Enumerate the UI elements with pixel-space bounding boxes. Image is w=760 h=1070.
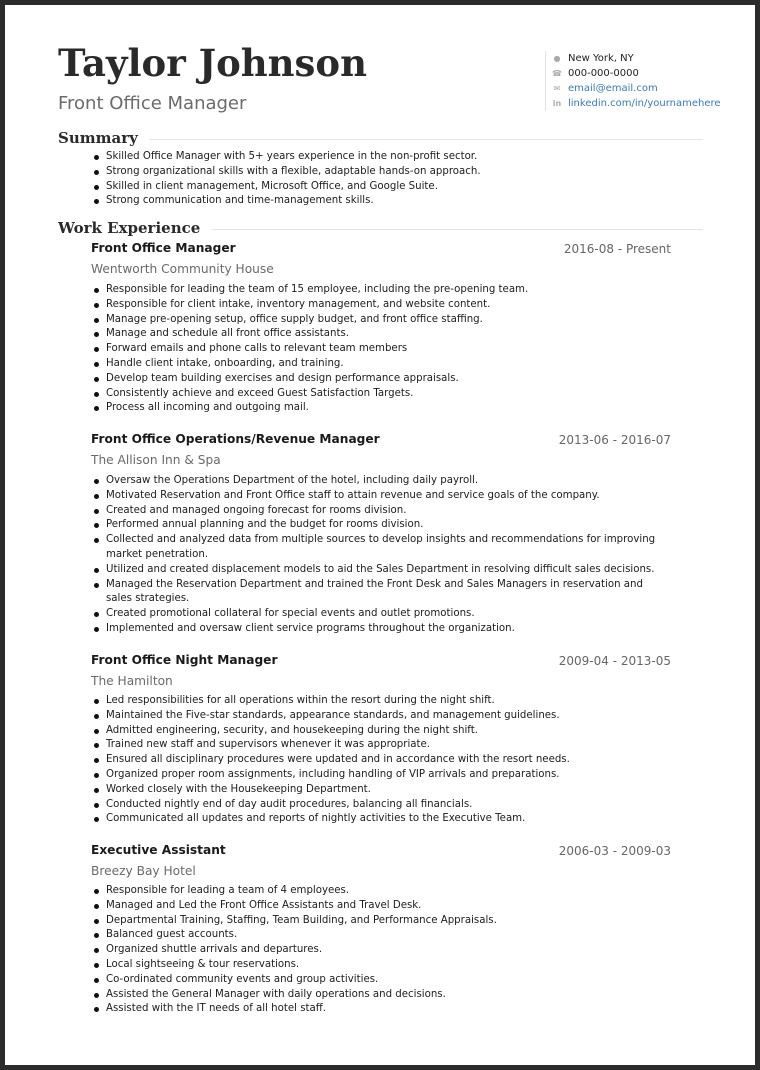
section-divider bbox=[212, 229, 703, 230]
list-item: Responsible for client intake, inventory management, and website content. bbox=[91, 298, 671, 313]
list-item: Motivated Reservation and Front Office staff to attain revenue and service goals of the company. bbox=[91, 489, 671, 504]
job-dates: 2009-04 - 2013-05 bbox=[558, 654, 671, 668]
list-item: Skilled in client management, Microsoft Office, and Google Suite. bbox=[91, 180, 671, 195]
list-item: Collected and analyzed data from multiple sources to develop insights and recommendations for improving market penetration. bbox=[91, 533, 671, 563]
list-item: Departmental Training, Staffing, Team Building, and Performance Appraisals. bbox=[91, 914, 671, 929]
linkedin-link[interactable]: linkedin.com/in/yournamehere bbox=[568, 98, 721, 109]
phone-icon: ☎ bbox=[552, 69, 562, 78]
job-company: The Allison Inn & Spa bbox=[91, 453, 221, 467]
list-item: Balanced guest accounts. bbox=[91, 928, 671, 943]
candidate-title: Front Office Manager bbox=[58, 93, 247, 114]
list-item: Worked closely with the Housekeeping Department. bbox=[91, 783, 671, 798]
phone-text: 000-000-0000 bbox=[568, 68, 639, 79]
linkedin-icon: in bbox=[552, 99, 562, 108]
job-company: Wentworth Community House bbox=[91, 262, 274, 276]
job-role: Front Office Manager bbox=[91, 241, 236, 255]
list-item: Admitted engineering, security, and housekeeping during the night shift. bbox=[91, 724, 671, 739]
list-item: Created promotional collateral for special events and outlet promotions. bbox=[91, 607, 671, 622]
list-item: Ensured all disciplinary procedures were updated and in accordance with the resort needs. bbox=[91, 753, 671, 768]
contact-linkedin[interactable] bbox=[552, 96, 721, 111]
list-item: Managed and Led the Front Office Assistants and Travel Desk. bbox=[91, 899, 671, 914]
section-divider bbox=[150, 139, 703, 140]
list-item: Co-ordinated community events and group activities. bbox=[91, 973, 671, 988]
list-item: Assisted with the IT needs of all hotel staff. bbox=[91, 1002, 671, 1017]
list-item: Trained new staff and supervisors whenever it was appropriate. bbox=[91, 738, 671, 753]
list-item: Led responsibilities for all operations within the resort during the night shift. bbox=[91, 694, 671, 709]
list-item: Forward emails and phone calls to relevant team members bbox=[91, 342, 671, 357]
job-role: Executive Assistant bbox=[91, 843, 226, 857]
list-item: Maintained the Five-star standards, appearance standards, and management guidelines. bbox=[91, 709, 671, 724]
list-item: Performed annual planning and the budget for rooms division. bbox=[91, 518, 671, 533]
contact-phone bbox=[552, 66, 721, 81]
email-link[interactable]: email@email.com bbox=[568, 83, 658, 94]
contact-block bbox=[545, 51, 721, 111]
job-duties-list bbox=[91, 694, 671, 827]
resume-page bbox=[5, 5, 755, 1065]
list-item: Skilled Office Manager with 5+ years experience in the non-profit sector. bbox=[91, 150, 671, 165]
list-item: Utilized and created displacement models to aid the Sales Department in resolving difficult sales decisions. bbox=[91, 563, 671, 578]
summary-list bbox=[91, 150, 671, 209]
list-item: Oversaw the Operations Department of the hotel, including daily payroll. bbox=[91, 474, 671, 489]
list-item: Responsible for leading a team of 4 employees. bbox=[91, 884, 671, 899]
list-item: Strong communication and time-management skills. bbox=[91, 194, 671, 209]
list-item: Responsible for leading the team of 15 employee, including the pre-opening team. bbox=[91, 283, 671, 298]
list-item: Strong organizational skills with a flexible, adaptable hands-on approach. bbox=[91, 165, 671, 180]
list-item: Communicated all updates and reports of nightly activities to the Executive Team. bbox=[91, 812, 671, 827]
job-duties-list bbox=[91, 283, 671, 416]
location-text: New York, NY bbox=[568, 53, 634, 64]
list-item: Manage and schedule all front office assistants. bbox=[91, 327, 671, 342]
summary-heading: Summary bbox=[58, 129, 138, 147]
list-item: Organized shuttle arrivals and departures. bbox=[91, 943, 671, 958]
list-item: Consistently achieve and exceed Guest Satisfaction Targets. bbox=[91, 387, 671, 402]
location-pin-icon: ● bbox=[553, 54, 561, 63]
list-item: Develop team building exercises and design performance appraisals. bbox=[91, 372, 671, 387]
list-item: Assisted the General Manager with daily operations and decisions. bbox=[91, 988, 671, 1003]
list-item: Manage pre-opening setup, office supply budget, and front office staffing. bbox=[91, 313, 671, 328]
job-role: Front Office Operations/Revenue Manager bbox=[91, 432, 380, 446]
job-dates: 2006-03 - 2009-03 bbox=[558, 844, 671, 858]
list-item: Created and managed ongoing forecast for rooms division. bbox=[91, 504, 671, 519]
experience-section-header bbox=[58, 219, 703, 237]
list-item: Implemented and oversaw client service programs throughout the organization. bbox=[91, 622, 671, 637]
job-company: Breezy Bay Hotel bbox=[91, 864, 196, 878]
summary-section-header bbox=[58, 129, 703, 147]
list-item: Process all incoming and outgoing mail. bbox=[91, 401, 671, 416]
list-item: Managed the Reservation Department and trained the Front Desk and Sales Managers in reservation and sales strategies. bbox=[91, 578, 671, 608]
job-duties-list bbox=[91, 474, 671, 637]
envelope-icon: ✉ bbox=[553, 84, 561, 93]
job-company: The Hamilton bbox=[91, 674, 173, 688]
job-role: Front Office Night Manager bbox=[91, 653, 278, 667]
list-item: Handle client intake, onboarding, and training. bbox=[91, 357, 671, 372]
job-dates: 2013-06 - 2016-07 bbox=[558, 433, 671, 447]
list-item: Local sightseeing & tour reservations. bbox=[91, 958, 671, 973]
contact-email[interactable] bbox=[552, 81, 721, 96]
experience-heading: Work Experience bbox=[58, 219, 201, 237]
list-item: Conducted nightly end of day audit procedures, balancing all financials. bbox=[91, 798, 671, 813]
job-duties-list bbox=[91, 884, 671, 1017]
candidate-name: Taylor Johnson bbox=[58, 41, 367, 85]
job-dates: 2016-08 - Present bbox=[563, 242, 671, 256]
list-item: Organized proper room assignments, including handling of VIP arrivals and preparations. bbox=[91, 768, 671, 783]
contact-location bbox=[552, 51, 721, 66]
